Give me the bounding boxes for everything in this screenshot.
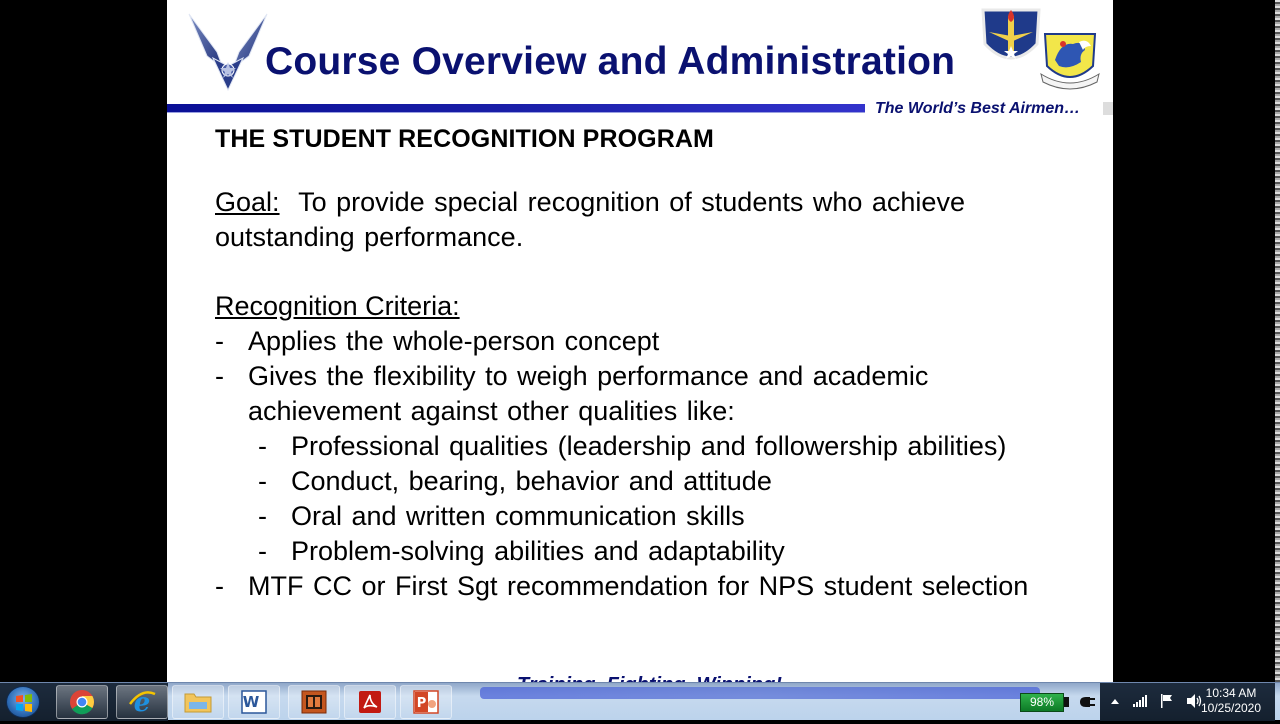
taskbar-acrobat[interactable] [344, 685, 396, 719]
criteria-label: Recognition Criteria: [215, 291, 460, 321]
footer-bleed [480, 687, 1040, 699]
system-tray [1110, 693, 1202, 709]
section-heading: THE STUDENT RECOGNITION PROGRAM [215, 125, 714, 153]
goal-text-continued: outstanding performance. [215, 222, 524, 252]
criteria-heading [215, 289, 1095, 324]
power-plug-icon[interactable] [1078, 695, 1096, 709]
slide-body [215, 121, 1095, 604]
bullet-text: Oral and written communication skills [291, 501, 745, 531]
system-clock[interactable] [1192, 686, 1270, 716]
list-item-continued [215, 394, 1095, 429]
goal-text: To provide special recognition of students who achieve [298, 187, 965, 217]
bullet-dash: - [215, 326, 224, 356]
taskbar-reader[interactable] [288, 685, 340, 719]
bullet-dash: - [215, 571, 224, 601]
svg-text:P: P [416, 696, 427, 711]
svg-text:W: W [242, 693, 260, 711]
ie-icon [127, 688, 157, 716]
bullet-text: Applies the whole-person concept [248, 326, 660, 356]
word-icon [240, 689, 268, 715]
bullet-dash: - [258, 501, 267, 531]
aetc-crest-icon [979, 6, 1043, 72]
list-item [215, 359, 1095, 394]
network-signal-icon[interactable] [1132, 694, 1148, 708]
battery-tip [1064, 697, 1069, 707]
taskbar-word[interactable] [228, 685, 280, 719]
title-underline-bar [167, 104, 865, 113]
air-force-symbol-icon [187, 12, 269, 92]
bullet-dash: - [258, 536, 267, 566]
svg-text:e: e [133, 688, 151, 718]
slide-title: Course Overview and Administration [265, 40, 956, 83]
bullet-text: Conduct, bearing, behavior and attitude [291, 466, 772, 496]
bullet-text: Gives the flexibility to weigh performance and academic [248, 361, 929, 391]
list-item [215, 569, 1095, 604]
folder-icon [183, 689, 213, 715]
bullet-text: achievement against other qualities like: [248, 396, 735, 426]
reader-icon [300, 689, 328, 715]
82nd-training-wing-crest-icon [1039, 30, 1101, 92]
slide-tagline: The World’s Best Airmen… [875, 100, 1081, 117]
acrobat-icon [356, 689, 384, 715]
windows-logo-icon [7, 687, 41, 719]
show-hidden-icons-chevron-icon[interactable] [1110, 696, 1120, 706]
bullet-dash: - [258, 466, 267, 496]
powerpoint-icon [412, 689, 440, 715]
battery-indicator[interactable]: 98% [1020, 693, 1064, 712]
start-button[interactable] [6, 686, 40, 718]
taskbar-file-explorer[interactable] [172, 685, 224, 719]
bullet-text: Problem-solving abilities and adaptability [291, 536, 785, 566]
goal-label: Goal: [215, 187, 280, 217]
goal-paragraph [215, 185, 1095, 255]
sub-list-item [215, 429, 1095, 464]
presentation-slide [167, 0, 1113, 682]
sub-list-item [215, 499, 1095, 534]
chrome-icon [68, 688, 96, 716]
screen-edge-strip [1275, 0, 1280, 682]
taskbar-chrome[interactable] [56, 685, 108, 719]
taskbar-powerpoint[interactable] [400, 685, 452, 719]
clock-time: 10:34 AM [1205, 686, 1257, 700]
list-item [215, 324, 1095, 359]
bullet-dash: - [215, 361, 224, 391]
sub-list-item [215, 464, 1095, 499]
sub-list-item [215, 534, 1095, 569]
bullet-dash: - [258, 431, 267, 461]
bullet-text: MTF CC or First Sgt recommendation for NPS student selection [248, 571, 1029, 601]
action-center-flag-icon[interactable] [1160, 693, 1174, 709]
clock-date: 10/25/2020 [1200, 701, 1262, 715]
windows-taskbar [0, 682, 1280, 720]
taskbar-internet-explorer[interactable] [116, 685, 168, 719]
bullet-text: Professional qualities (leadership and followership abilities) [291, 431, 1007, 461]
tagline-square [1103, 102, 1113, 115]
